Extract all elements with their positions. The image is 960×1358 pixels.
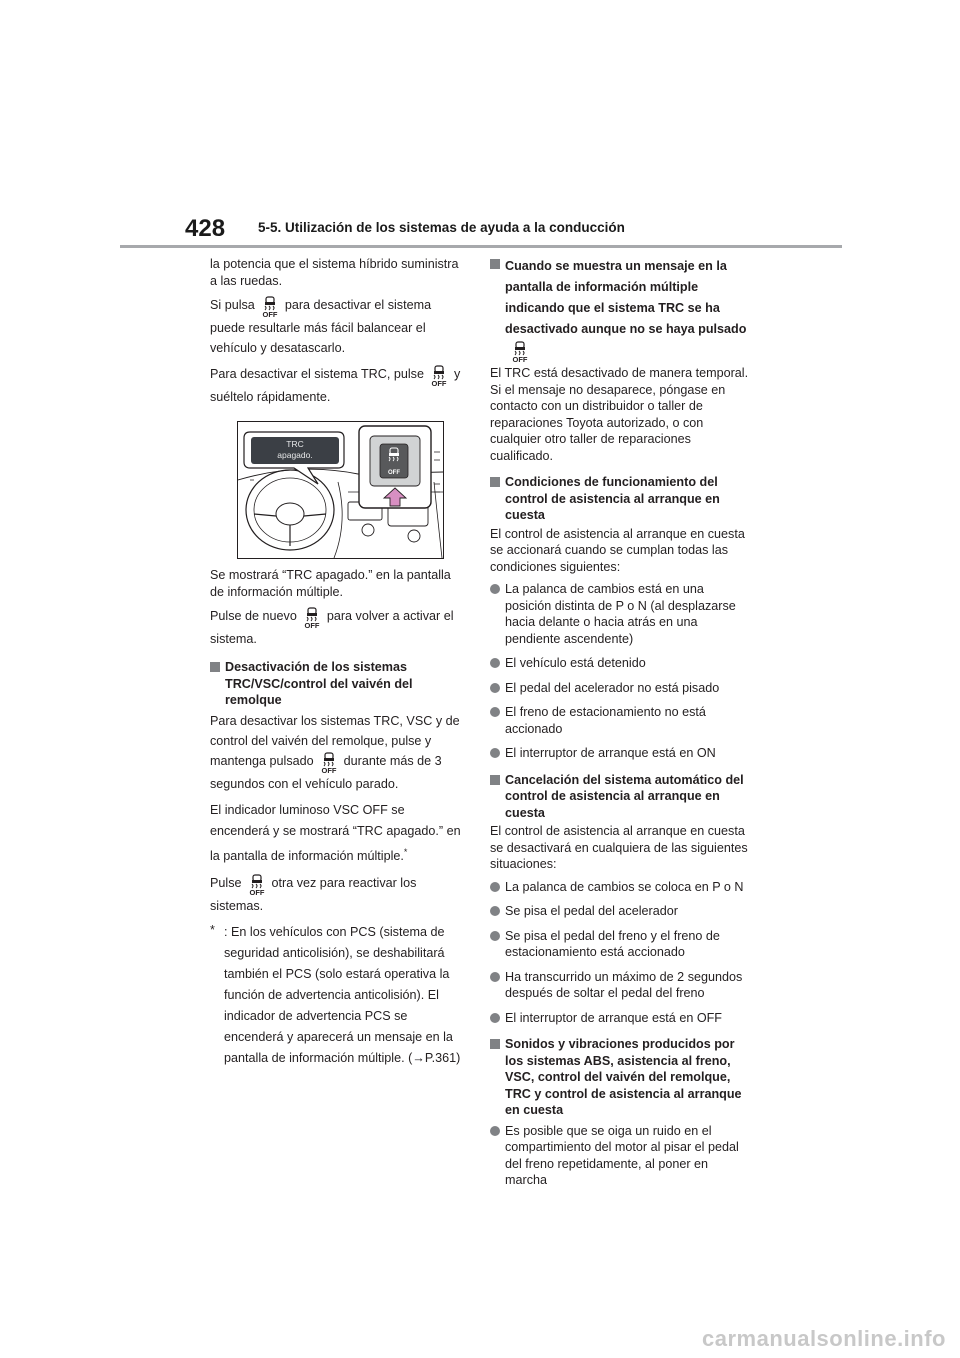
dashboard-illustration	[237, 421, 444, 559]
page-header	[0, 0, 960, 250]
page-number: 428	[185, 215, 226, 242]
list-item	[490, 969, 752, 1002]
trc-off-icon	[320, 752, 338, 774]
text: La palanca de cambios se coloca en P o N	[505, 879, 744, 894]
bubble-line-2: apagado.	[277, 450, 313, 460]
text: Pulse de nuevo	[210, 609, 297, 623]
text: : En los vehículos con PCS (sistema de seguridad anticolisión), se deshabilitará también el PCS (solo estará operativa la función de advertencia anticolisión). El indicador de advertencia PCS se encenderá y aparecerá un mensaje en la pantalla de información múltiple. (→P.361)	[224, 924, 461, 1065]
left-column	[210, 256, 465, 1069]
button-label: OFF	[388, 470, 400, 476]
paragraph: El TRC está desactivado de manera temporal. Si el mensaje no desaparece, póngase en contacto con un distribuidor o taller de reparaciones Toyota autorizado, o con cualquier otro taller de reparaciones cualificado.	[490, 366, 749, 463]
list-item	[490, 903, 752, 920]
subheading	[210, 659, 465, 709]
round-bullet-icon	[490, 882, 500, 892]
text: El interruptor de arranque está en ON	[505, 746, 716, 760]
text: Para desactivar el sistema TRC, pulse	[210, 367, 424, 381]
dashboard-drawing	[238, 422, 443, 558]
square-bullet-icon	[490, 477, 500, 487]
text: El indicador luminoso VSC OFF se encenderá y se mostrará “TRC apagado.” en la pantalla de información múltiple.	[210, 802, 461, 863]
list-item	[490, 581, 752, 647]
text: El interruptor de arranque está en OFF	[505, 1010, 723, 1025]
paragraph	[210, 295, 465, 358]
header-rule	[120, 245, 842, 248]
trc-off-icon	[303, 607, 321, 629]
list-item	[490, 1123, 752, 1189]
paragraph	[210, 800, 465, 867]
footnote	[210, 922, 465, 1069]
square-bullet-icon	[490, 775, 500, 785]
section-title: 5-5. Utilización de los sistemas de ayuda a la conducción	[258, 220, 625, 235]
paragraph: Se mostrará “TRC apagado.” en la pantalla de información múltiple.	[210, 568, 451, 599]
paragraph: la potencia que el sistema híbrido suministra a las ruedas.	[210, 257, 459, 288]
trc-off-icon	[430, 365, 448, 387]
list-item	[490, 655, 752, 672]
round-bullet-icon	[490, 931, 500, 941]
text: Pulse	[210, 875, 242, 890]
list-item	[490, 745, 752, 762]
text: para desactivar el sistema puede resultarle más fácil balancear el vehículo y desatascarlo.	[210, 298, 432, 355]
footnote-mark: *	[210, 922, 215, 937]
paragraph	[210, 606, 465, 649]
watermark-text: carmanualsonline.info	[702, 1326, 946, 1351]
text: Se pisa el pedal del acelerador	[505, 904, 678, 918]
round-bullet-icon	[490, 584, 500, 594]
text: para volver a activar el sistema.	[210, 609, 454, 646]
text: Si pulsa	[210, 298, 255, 312]
round-bullet-icon	[490, 707, 500, 717]
paragraph: El control de asistencia al arranque en cuesta se desactivará en cualquiera de las siguientes situaciones:	[490, 824, 748, 871]
round-bullet-icon	[490, 1126, 500, 1136]
list-item	[490, 879, 752, 896]
text: El pedal del acelerador no está pisado	[505, 680, 720, 695]
text: La palanca de cambios está en una posición distinta de P o N (al desplazarse hacia delante o hacia atrás en una pendiente ascendente)	[505, 582, 736, 646]
paragraph	[210, 873, 465, 916]
list-item	[490, 704, 752, 737]
text: Cuando se muestra un mensaje en la pantalla de información múltiple indicando que el sistema TRC se ha desactivado aunque no se haya pulsado	[505, 259, 747, 336]
text: Ha transcurrido un máximo de 2 segundos después de soltar el pedal del freno	[505, 969, 743, 1000]
text: El vehículo está detenido	[505, 656, 646, 670]
footnote-mark: *	[403, 846, 408, 857]
trc-off-icon	[248, 874, 266, 896]
text: Se pisa el pedal del freno y el freno de estacionamiento está accionado	[505, 928, 720, 959]
bubble-line-1: TRC	[286, 439, 304, 449]
round-bullet-icon	[490, 683, 500, 693]
trc-off-icon	[261, 296, 279, 318]
watermark	[0, 1326, 960, 1358]
subheading	[490, 772, 752, 822]
round-bullet-icon	[490, 1013, 500, 1023]
paragraph	[210, 711, 465, 794]
text: otra vez para reactivar los sistemas.	[210, 875, 417, 913]
list-item	[490, 1010, 752, 1027]
list-item	[490, 680, 752, 697]
text: Sonidos y vibraciones producidos por los sistemas ABS, asistencia al freno, VSC, control del vaivén del remolque, TRC y control de asistencia al arranque en cuesta	[505, 1037, 742, 1117]
round-bullet-icon	[490, 748, 500, 758]
paragraph: El control de asistencia al arranque en cuesta se accionará cuando se cumplan todas las condiciones siguientes:	[490, 526, 745, 574]
text: El freno de estacionamiento no está accionado	[505, 705, 706, 736]
text: y suéltelo rápidamente.	[210, 367, 461, 404]
text: durante más de 3 segundos con el vehículo parado.	[210, 753, 442, 791]
subheading	[490, 474, 752, 524]
list-item	[490, 928, 752, 961]
square-bullet-icon	[210, 662, 220, 672]
square-bullet-icon	[490, 259, 500, 269]
subheading	[490, 1036, 752, 1119]
text: Desactivación de los sistemas TRC/VSC/control del vaivén del remolque	[225, 660, 413, 707]
text: Condiciones de funcionamiento del control de asistencia al arranque en cuesta	[505, 475, 720, 522]
round-bullet-icon	[490, 972, 500, 982]
subheading	[490, 256, 752, 363]
right-column	[490, 256, 752, 1197]
text: Cancelación del sistema automático del control de asistencia al arranque en cuesta	[505, 772, 744, 820]
round-bullet-icon	[490, 906, 500, 916]
square-bullet-icon	[490, 1039, 500, 1049]
round-bullet-icon	[490, 658, 500, 668]
paragraph	[210, 364, 465, 407]
text: Para desactivar los sistemas TRC, VSC y de control del vaivén del remolque, pulse y mantenga pulsado	[210, 713, 460, 768]
trc-off-icon	[511, 341, 529, 363]
text: Es posible que se oiga un ruido en el compartimiento del motor al pisar el pedal del freno repetidamente, al poner en marcha	[505, 1123, 739, 1187]
